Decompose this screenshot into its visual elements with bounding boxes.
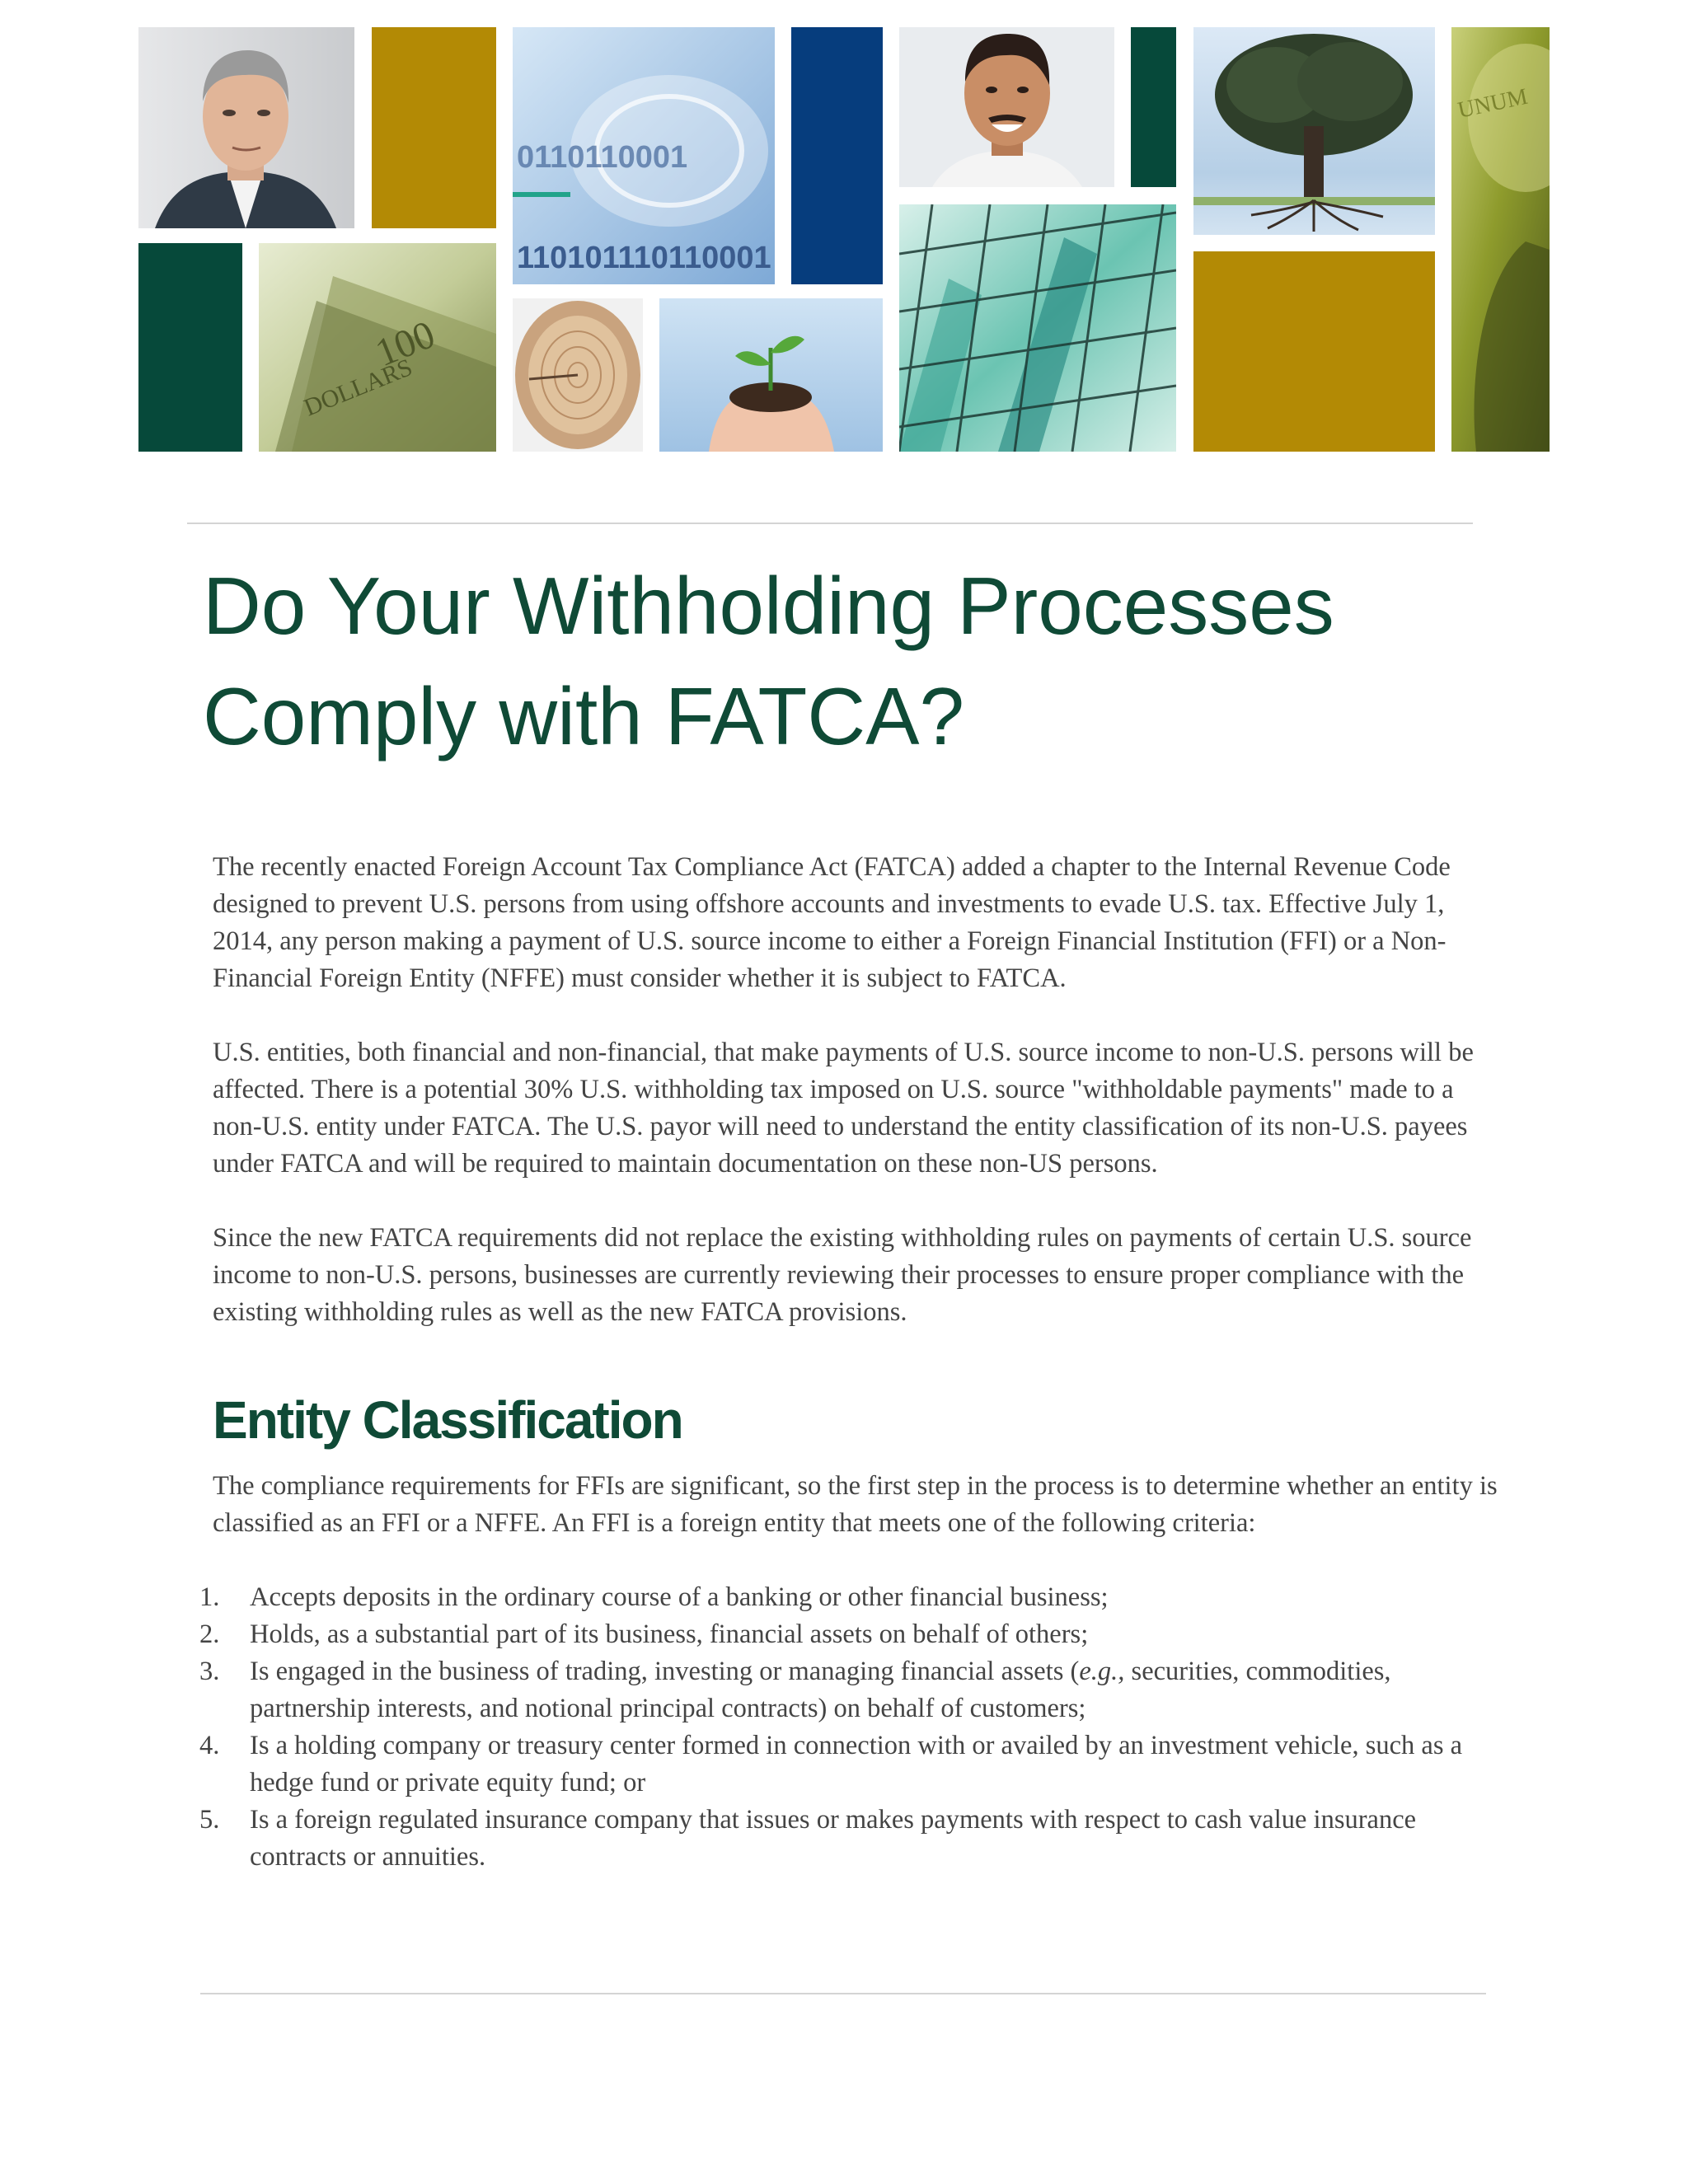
svg-text:110101110110001: 110101110110001 xyxy=(517,241,771,275)
list-item-text: Holds, as a substantial part of its business, financial assets on behalf of others; xyxy=(250,1619,1089,1649)
list-item xyxy=(199,1802,1498,1876)
section-intro-paragraph: The compliance requirements for FFIs are significant, so the first step in the process is to determine whether an entity is classified as an FFI or a NFFE. An FFI is a foreign entity that meets one of the following criteria: xyxy=(213,1471,1498,1538)
dark-green-block xyxy=(138,243,242,452)
intro-paragraph-2: U.S. entities, both financial and non-financial, that make payments of U.S. source income to non-U.S. persons will be affected. There is a potential 30% U.S. withholding tax imposed on U.S. source "withholdable payments" made to a non-U.S. entity under FATCA. The U.S. payor will need to understand the entity classification of its non-U.S. payees under FATCA and will be required to maintain documentation on these non-US persons. xyxy=(213,1038,1474,1179)
svg-text:100: 100 xyxy=(369,312,441,376)
list-item-text-emphasis: e.g., xyxy=(1079,1657,1125,1686)
dollar-bills-image xyxy=(259,243,496,452)
list-item-text-after: securities, commodities, partnership interests, and notional principal contracts) on behalf of customers; xyxy=(250,1657,1391,1723)
list-item-number: 1. xyxy=(199,1582,220,1612)
tree-roots-image xyxy=(1193,27,1435,235)
portrait-man-gray-hair-image xyxy=(138,27,354,228)
list-item-number: 2. xyxy=(199,1619,220,1649)
coin-closeup-image xyxy=(1451,27,1550,452)
blue-block xyxy=(791,27,883,284)
section-heading-entity-classification: Entity Classification xyxy=(213,1390,682,1450)
intro-paragraph-3: Since the new FATCA requirements did not replace the existing withholding rules on payments of certain U.S. source income to non-U.S. persons, businesses are currently reviewing their processes to ensure proper compliance with the existing withholding rules as well as the new FATCA provisions. xyxy=(213,1223,1472,1327)
page-title xyxy=(203,551,1604,771)
list-item-text: Accepts deposits in the ordinary course of a banking or other financial business; xyxy=(250,1582,1109,1612)
binary-glass-image xyxy=(513,27,775,284)
list-item xyxy=(199,1579,1498,1616)
seedling-hands-image xyxy=(659,298,883,452)
list-item xyxy=(199,1727,1498,1802)
list-item xyxy=(199,1653,1498,1727)
article-body xyxy=(199,849,1498,1876)
glass-building-image xyxy=(899,204,1176,452)
ffi-criteria-list xyxy=(199,1579,1498,1876)
svg-text:UNUM: UNUM xyxy=(1456,83,1531,124)
bottom-divider xyxy=(200,1993,1486,1994)
gold-block xyxy=(372,27,496,228)
intro-paragraph-1: The recently enacted Foreign Account Tax Compliance Act (FATCA) added a chapter to the Internal Revenue Code designed to prevent U.S. persons from using offshore accounts and investments to evade U.S. tax. Effective July 1, 2014, any person making a payment of U.S. source income to either a Foreign Financial Institution (FFI) or a Non-Financial Foreign Entity (NFFE) must consider whether it is subject to FATCA. xyxy=(213,852,1451,993)
list-item-text: Is a holding company or treasury center formed in connection with or availed by an investment vehicle, such as a hedge fund or private equity fund; or xyxy=(250,1731,1463,1797)
wood-log-image xyxy=(513,298,643,452)
page-title-line-1: Do Your Withholding Processes xyxy=(203,560,1334,651)
list-item-number: 4. xyxy=(199,1731,220,1760)
green-block-small xyxy=(1131,27,1176,187)
svg-text:0110110001: 0110110001 xyxy=(517,140,688,175)
list-item-text-before: Is engaged in the business of trading, investing or managing financial assets ( xyxy=(250,1657,1080,1686)
page-title-line-2: Comply with FATCA? xyxy=(203,671,964,762)
gold-block-large xyxy=(1193,251,1435,452)
banner-mosaic xyxy=(0,0,1688,462)
list-item-number: 5. xyxy=(199,1805,220,1835)
smiling-man-image xyxy=(899,27,1114,187)
list-item xyxy=(199,1616,1498,1653)
top-divider xyxy=(187,523,1473,524)
list-item-number: 3. xyxy=(199,1657,220,1686)
list-item-text: Is a foreign regulated insurance company that issues or makes payments with respect to cash value insurance contracts or annuities. xyxy=(250,1805,1417,1872)
svg-text:DOLLARS: DOLLARS xyxy=(300,354,416,422)
